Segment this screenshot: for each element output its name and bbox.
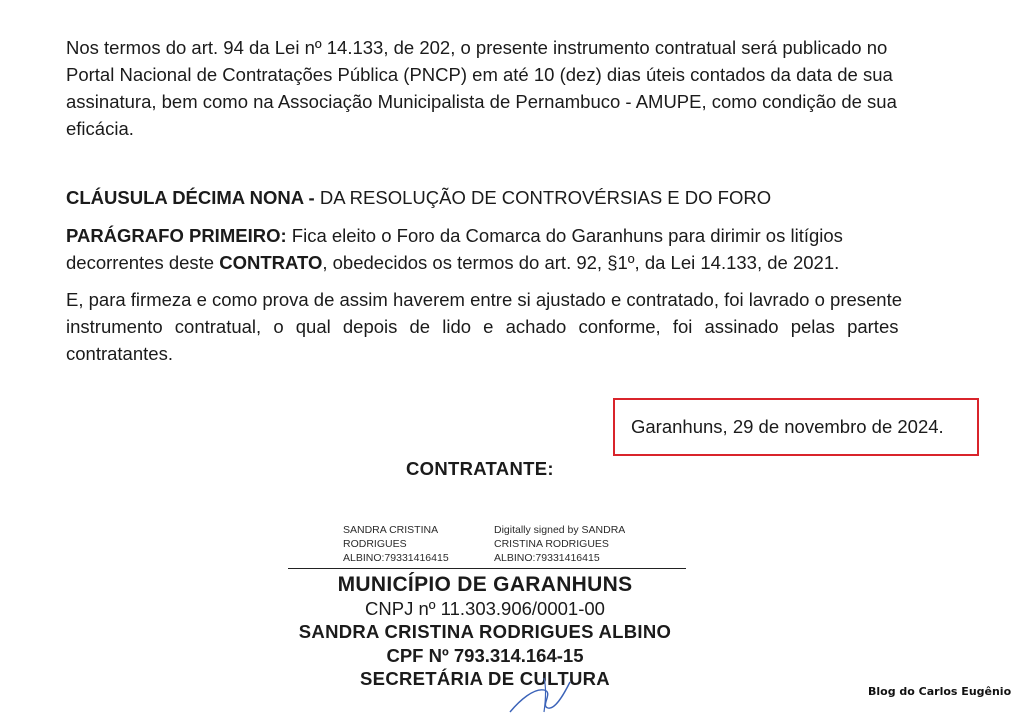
first-paragraph [66,222,968,276]
first-paragraph-text: Fica eleito o Foro da Comarca do Garanhuns para dirimir os litígios [286,225,843,246]
first-paragraph-line-2: decorrentes deste CONTRATO, obedecidos os termos do art. 92, §1º, da Lei 14.133, de 2021. [66,252,840,273]
date-line: Garanhuns, 29 de novembro de 2024. [631,416,944,437]
clause-heading [66,184,968,211]
publication-line-4: eficácia. [66,118,134,139]
signer-name: SANDRA CRISTINA RODRIGUES ALBINO [298,621,672,642]
closing-paragraph [66,286,968,367]
first-paragraph-label: PARÁGRAFO PRIMEIRO: [66,225,287,246]
digital-signature-name: SANDRA CRISTINA RODRIGUES ALBINO:79331416415 [343,524,449,564]
signature-line [288,568,686,569]
blog-watermark: Blog do Carlos Eugênio [868,685,1012,698]
clause-label: CLÁUSULA DÉCIMA NONA - [66,187,315,208]
contrato-bold: CONTRATO [219,252,323,273]
first-paragraph-line-1 [66,222,968,249]
publication-line-1: Nos termos do art. 94 da Lei nº 14.133, de 202, o presente instrumento contratual será publicado no [66,37,888,58]
publication-line-3: assinatura, bem como na Associação Municipalista de Pernambuco - AMUPE, como condição de sua [66,91,897,112]
closing-line-2: instrumento contratual, o qual depois de lido e achado conforme, foi assinado pelas partes [66,316,899,337]
entity-name: MUNICÍPIO DE GARANHUNS [337,573,633,596]
handwritten-signature-stroke [500,660,580,714]
digital-signature-note: Digitally signed by SANDRA CRISTINA RODRIGUES ALBINO:79331416415 [494,524,626,564]
signer-cpf: CPF Nº 793.314.164-15 [386,645,584,666]
closing-line-1: E, para firmeza e como prova de assim haverem entre si ajustado e contratado, foi lavrado o presente [66,289,903,310]
publication-paragraph [66,34,968,142]
clause-title: DA RESOLUÇÃO DE CONTROVÉRSIAS E DO FORO [314,187,772,208]
contratante-label: CONTRATANTE: [406,458,554,479]
signer-office: SECRETÁRIA DE CULTURA [360,668,610,689]
closing-line-3: contratantes. [66,343,173,364]
entity-cnpj: CNPJ nº 11.303.906/0001-00 [365,598,605,619]
publication-line-2: Portal Nacional de Contratações Pública (PNCP) em até 10 (dez) dias úteis contados da data de sua [66,64,893,85]
